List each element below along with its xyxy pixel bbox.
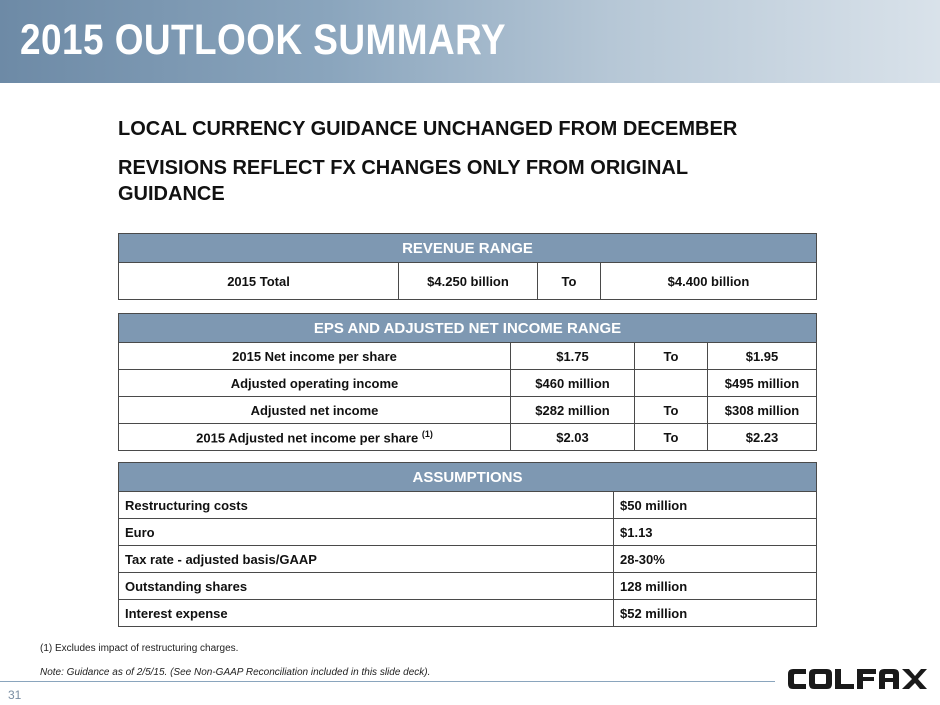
guidance-note: Note: Guidance as of 2/5/15. (See Non-GAAP Reconciliation included in this slide deck). — [40, 667, 431, 678]
assumption-label: Tax rate - adjusted basis/GAAP — [119, 546, 614, 573]
assumptions-header: ASSUMPTIONS — [119, 463, 817, 492]
eps-range-header: EPS AND ADJUSTED NET INCOME RANGE — [119, 314, 817, 343]
assumption-value: $50 million — [614, 492, 817, 519]
eps-range-table — [118, 313, 817, 451]
eps-row-high: $1.95 — [708, 343, 817, 370]
assumption-label: Outstanding shares — [119, 573, 614, 600]
headline-2-cont: GUIDANCE — [118, 183, 225, 205]
assumptions-table — [118, 462, 817, 627]
eps-row-high: $2.23 — [708, 424, 817, 451]
assumption-value: 28-30% — [614, 546, 817, 573]
table-row — [119, 397, 817, 424]
eps-row-sep: To — [635, 424, 708, 451]
table-row — [119, 424, 817, 451]
slide-title: 2015 OUTLOOK SUMMARY — [20, 16, 506, 64]
table-row — [119, 600, 817, 627]
revenue-range-table — [118, 233, 817, 300]
eps-row-label-text: 2015 Adjusted net income per share — [196, 430, 419, 446]
revenue-range-header: REVENUE RANGE — [119, 234, 817, 263]
eps-row-low: $2.03 — [511, 424, 635, 451]
eps-row-high: $308 million — [708, 397, 817, 424]
eps-row-low: $1.75 — [511, 343, 635, 370]
assumption-label: Interest expense — [119, 600, 614, 627]
assumption-label: Restructuring costs — [119, 492, 614, 519]
eps-row-sep — [635, 370, 708, 397]
eps-row-sep: To — [635, 343, 708, 370]
footnote: (1) Excludes impact of restructuring charges. — [40, 643, 239, 654]
revenue-label: 2015 Total — [119, 263, 399, 300]
eps-row-label: Adjusted net income — [119, 397, 511, 424]
eps-row-label: Adjusted operating income — [119, 370, 511, 397]
eps-row-label: 2015 Net income per share — [119, 343, 511, 370]
table-row — [119, 519, 817, 546]
revenue-high: $4.400 billion — [601, 263, 817, 300]
table-row — [119, 370, 817, 397]
colfax-logo — [786, 666, 928, 692]
eps-row-low: $282 million — [511, 397, 635, 424]
revenue-low: $4.250 billion — [399, 263, 538, 300]
table-row — [119, 546, 817, 573]
headline-1: LOCAL CURRENCY GUIDANCE UNCHANGED FROM DECEMBER — [118, 118, 738, 140]
assumption-value: $1.13 — [614, 519, 817, 546]
headline-2: REVISIONS REFLECT FX CHANGES ONLY FROM ORIGINAL — [118, 157, 689, 179]
eps-row-label — [119, 424, 511, 451]
assumption-value: 128 million — [614, 573, 817, 600]
eps-row-sep: To — [635, 397, 708, 424]
revenue-sep: To — [538, 263, 601, 300]
table-row — [119, 343, 817, 370]
assumption-label: Euro — [119, 519, 614, 546]
table-row — [119, 492, 817, 519]
assumption-value: $52 million — [614, 600, 817, 627]
eps-row-low: $460 million — [511, 370, 635, 397]
page-number: 31 — [8, 688, 22, 702]
table-row — [119, 573, 817, 600]
footnote-marker: (1) — [421, 428, 433, 439]
footer-rule — [0, 681, 775, 682]
eps-row-high: $495 million — [708, 370, 817, 397]
